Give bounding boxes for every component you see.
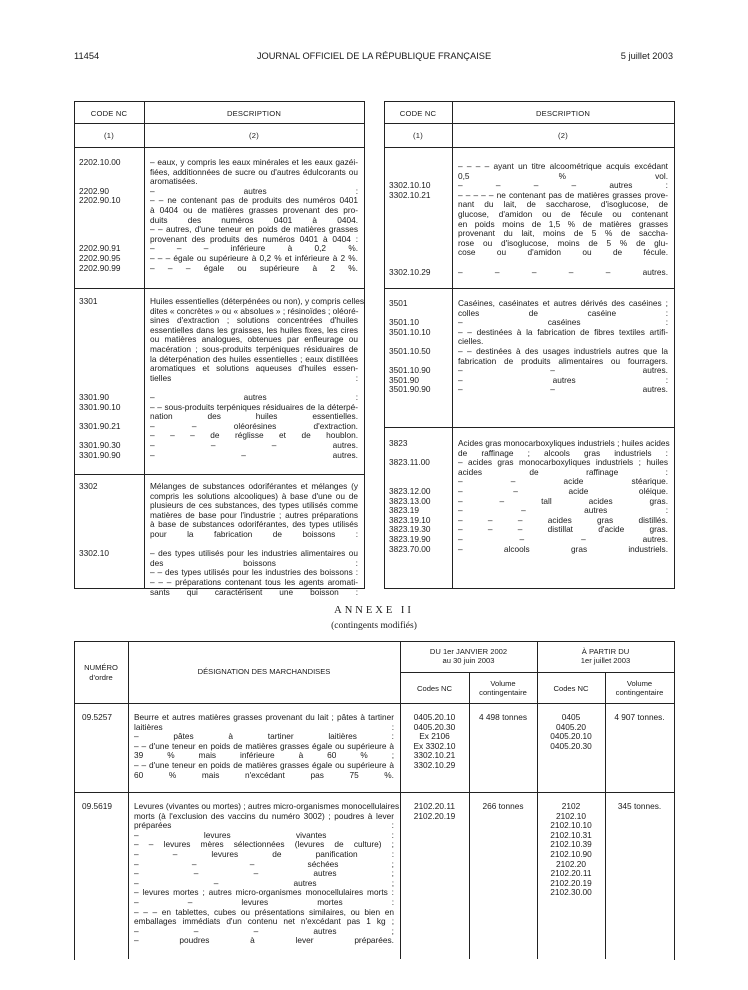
left-codes-block-2-line: 3301.90.21 xyxy=(79,420,121,431)
left-codes-block-2-line: 3301.90.90 xyxy=(79,449,121,460)
left-codes-block-1-line xyxy=(79,206,121,216)
left-codes-block-2-line xyxy=(79,307,121,317)
row1-designation-line: 60 % mais n'excédant pas 75 %. xyxy=(134,769,394,780)
row2-designation-line: préparées : xyxy=(134,820,394,831)
left-codes-block-1-line xyxy=(79,216,121,226)
right-codes-block-1-line: 3302.10.21 xyxy=(389,189,431,200)
right-codes-block-1-line: 3302.10.29 xyxy=(389,266,431,277)
row2-designation-line: – – – autres ; xyxy=(134,925,394,936)
row1-volume-period2: 4 907 tonnes. xyxy=(614,712,665,722)
row1-codes-period1-line: 0405.20.10 xyxy=(413,712,456,722)
row2-codes-period2-line: 2102.10.90 xyxy=(550,848,592,859)
left-desc-block-2-line: la déterpénation des huiles essentielles ; eaux distillées xyxy=(150,353,358,364)
row2-designation-line: emballages immédiats d'un contenu net n'excédant pas 1 kg ; xyxy=(134,916,394,927)
right-codes-block-3-line: 3823 xyxy=(389,438,408,448)
row2-designation-line: – – levures mères sélectionnées (levures de culture) ; xyxy=(134,839,394,850)
left-desc-block-1-line: – – ne contenant pas de produits des numéros 0401 xyxy=(150,195,358,206)
row2-codes-period2-line: 2102.10.10 xyxy=(550,820,592,831)
left-codes-block-2 xyxy=(79,297,121,460)
right-codes-block-2-line: 3501 xyxy=(389,298,408,308)
right-col-number-2: (2) xyxy=(558,131,568,140)
right-codes-block-3-line: 3823.70.00 xyxy=(389,543,431,554)
row2-codes-period2-line: 2102.20.11 xyxy=(550,868,592,879)
right-codes-block-3-line: 3823.19.10 xyxy=(389,514,431,525)
right-codes-block-2-line: 3501.90.90 xyxy=(389,384,431,395)
left-col-number-1: (1) xyxy=(104,131,114,140)
journal-title: JOURNAL OFFICIEL DE LA RÉPUBLIQUE FRANÇAISE xyxy=(256,51,492,61)
row2-codes-period2-line: 2102.20.19 xyxy=(550,877,592,888)
left-codes-block-3-line xyxy=(79,578,109,588)
right-desc-block-2-line: fabrication de produits alimentaires ou fourragers. xyxy=(458,355,668,366)
row2-designation-line: – – levures de panification : xyxy=(134,848,394,859)
right-codes-block-3 xyxy=(389,439,431,554)
row2-numero: 09.5619 xyxy=(82,801,112,811)
right-desc-block-3-line: – acides gras monocarboxyliques industriels ; huiles xyxy=(458,457,668,468)
left-codes-block-1-line: 2202.90.95 xyxy=(79,252,121,263)
left-codes-block-1-line: 2202.90.91 xyxy=(79,243,121,254)
right-col-number-1: (1) xyxy=(413,131,423,140)
left-codes-block-2-line: 3301.90.30 xyxy=(79,439,121,450)
row2-designation-line: – – – séchées ; xyxy=(134,858,394,869)
right-desc-block-1-line: 0,5 % vol. xyxy=(458,170,668,181)
left-code-header: CODE NC xyxy=(90,109,128,118)
numero-header: NUMÉRO d'ordre xyxy=(84,663,118,682)
right-desc-block-2-line: – caséines : xyxy=(458,317,668,328)
row2-designation-line: – – – autres ; xyxy=(134,868,394,879)
right-desc-block-2-line: – – destinées à des usages industriels autres que la xyxy=(458,345,668,356)
left-codes-block-2-line: 3301.90.10 xyxy=(79,401,121,412)
row1-codes-period1-line: 3302.10.21 xyxy=(413,750,456,761)
right-codes-block-3-line: 3823.19.30 xyxy=(389,524,431,535)
left-codes-block-2-line xyxy=(79,355,121,365)
right-codes-block-1-line xyxy=(389,248,431,258)
right-desc-block-1 xyxy=(458,162,668,277)
left-codes-block-1-line: 2202.90.99 xyxy=(79,262,121,273)
left-codes-block-3-line xyxy=(79,530,109,540)
right-desc-block-3-line: – – autres : xyxy=(458,505,668,516)
row2-volume-period1: 266 tonnes xyxy=(482,801,524,811)
row2-designation xyxy=(134,801,400,946)
left-desc-block-3-line: des boissons : xyxy=(150,557,358,568)
row2-designation-line: Levures (vivantes ou mortes) ; autres micro-organismes monocellulaires xyxy=(134,801,400,811)
left-desc-block-3 xyxy=(150,482,358,597)
period2-header: À PARTIR DU 1er juillet 2003 xyxy=(580,647,631,665)
left-desc-block-1-line: provenant des produits des numéros 0401 à 0404 : xyxy=(150,233,358,244)
row1-numero: 09.5257 xyxy=(82,712,112,722)
left-codes-block-3-line: 3302.10 xyxy=(79,548,109,559)
right-desc-block-2-line: – autres : xyxy=(458,374,668,385)
right-codes-block-2 xyxy=(389,299,431,395)
row1-designation-line: – pâtes à tartiner laitières : xyxy=(134,731,394,742)
left-desc-block-3-line: – – des types utilisés pour les industries des boissons : xyxy=(150,567,358,578)
right-codes-block-2-line: 3501.10 xyxy=(389,317,419,328)
right-codes-block-1-line xyxy=(389,200,431,210)
row1-designation-line: laitières : xyxy=(134,721,394,732)
row1-codes-period1-line: 3302.10.29 xyxy=(413,759,456,770)
right-desc-block-1-line: – – – – – ne contenant pas de matières grasses prove- xyxy=(458,189,668,200)
row1-designation-line: 39 % mais inférieure à 60 % ; xyxy=(134,750,394,761)
left-codes-block-3-line xyxy=(79,520,109,530)
right-desc-block-3 xyxy=(458,439,668,554)
left-desc-block-2-line: dites « concrètes » ou « absolues » ; résinoïdes ; oléoré- xyxy=(150,305,359,316)
left-desc-block-2-line: – autres : xyxy=(150,391,358,402)
right-desc-block-2 xyxy=(458,299,668,395)
left-codes-block-3-line xyxy=(79,559,109,569)
right-desc-block-1-line: – – – – ayant un titre alcoométrique acquis excédant xyxy=(458,161,668,171)
left-codes-block-2-line xyxy=(79,374,121,384)
left-desc-block-2-line: – – oléorésines d'extraction. xyxy=(150,420,358,431)
left-codes-block-1-line xyxy=(79,168,121,178)
right-desc-block-2-line: colles de caséine : xyxy=(458,307,668,318)
period1-header: DU 1er JANVIER 2002 au 30 juin 2003 xyxy=(429,647,508,665)
right-desc-block-3-line: – – tall acides gras. xyxy=(458,495,668,506)
right-desc-block-2-line: Caséines, caséinates et autres dérivés des caséines ; xyxy=(458,298,668,308)
row2-codes-period2-line: 2102.30.00 xyxy=(550,887,592,898)
left-col-number-2: (2) xyxy=(249,131,259,140)
right-desc-block-3-line: – alcools gras industriels. xyxy=(458,543,668,554)
row1-codes-period2-line: 0405.20.10 xyxy=(550,731,592,742)
row2-designation-line: – – autres ; xyxy=(134,877,394,888)
right-desc-block-1-line: nant du lait, de saccharose, d'isoglucose, de xyxy=(458,199,668,210)
codes-nc-header-1: Codes NC xyxy=(416,684,453,693)
right-codes-block-2-line: 3501.10.90 xyxy=(389,365,431,376)
left-desc-block-2-line: – – sous-produits terpéniques résiduaires de la déterpé- xyxy=(150,401,358,412)
right-desc-block-1-line: cose ou d'amidon ou de fécule. xyxy=(458,247,668,258)
left-codes-block-1-line: 2202.10.00 xyxy=(79,157,121,167)
left-codes-block-3-line xyxy=(79,501,109,511)
left-desc-block-1-line: – – – inférieure à 0,2 %. xyxy=(150,243,358,254)
left-desc-block-2-line: tielles : xyxy=(150,372,358,383)
right-codes-block-3-line: 3823.13.00 xyxy=(389,495,431,506)
row1-volume-period1: 4 498 tonnes xyxy=(479,712,527,722)
row1-codes-period1-line: Ex 3302.10 xyxy=(413,740,456,751)
designation-header: DÉSIGNATION DES MARCHANDISES xyxy=(197,667,331,676)
left-codes-block-2-line: 3301 xyxy=(79,296,98,306)
left-codes-block-3-line xyxy=(79,511,109,521)
right-desc-block-1-line: provenant du lait, moins de 5 % de saccha- xyxy=(458,228,668,239)
left-codes-block-2-line xyxy=(79,326,121,336)
right-codes-block-1-line xyxy=(389,229,431,239)
right-desc-block-1-line: – – – – autres : xyxy=(458,180,668,191)
right-desc-block-2-line: – – destinées à la fabrication de fibres textiles artifi- xyxy=(458,326,668,337)
left-desc-block-2-line: aromatiques et solutions aqueuses d'huiles essen- xyxy=(150,363,358,374)
right-desc-block-1-line: rose ou d'isoglucose, moins de 5 % de glu- xyxy=(458,237,668,248)
volume-header-2: Volume contingentaire xyxy=(615,679,664,697)
right-desc-block-3-line: – – – autres. xyxy=(458,533,668,544)
right-codes-block-1 xyxy=(389,162,431,277)
left-desc-block-1-line: – autres : xyxy=(150,185,358,196)
left-desc-block-3-line: – des types utilisés pour les industries alimentaires ou xyxy=(150,548,358,559)
left-codes-block-2-line xyxy=(79,316,121,326)
right-desc-block-1-line: en poids moins de 1,5 % de matières grasses xyxy=(458,218,668,229)
right-desc-block-3-line: Acides gras monocarboxyliques industriels ; huiles acides xyxy=(458,438,670,448)
left-codes-block-2-line xyxy=(79,345,121,355)
left-codes-block-2-line: 3301.90 xyxy=(79,391,109,402)
page-date: 5 juillet 2003 xyxy=(620,51,673,61)
row2-codes-period2-line: 2102.10 xyxy=(556,810,586,821)
row2-codes-period2-line: 2102.10.31 xyxy=(550,829,592,840)
row2-designation-line: morts (à l'exclusion des vaccins du numéro 3002) ; poudres à lever xyxy=(134,810,394,821)
right-desc-block-3-line: de raffinage ; alcools gras industriels : xyxy=(458,447,668,458)
row2-designation-line: – levures mortes ; autres micro-organismes monocellulaires morts : xyxy=(134,887,394,898)
left-desc-block-1-line: – eaux, y compris les eaux minérales et les eaux gazéi- xyxy=(150,157,358,167)
left-codes-block-1-line: 2202.90 xyxy=(79,185,109,196)
right-codes-block-3-line: 3823.19.90 xyxy=(389,533,431,544)
page-number: 11454 xyxy=(74,51,100,61)
annexe-title: ANNEXE II xyxy=(334,605,414,616)
left-desc-block-2-line: – – autres. xyxy=(150,449,358,460)
left-desc-block-3-line: – – – préparations contenant tous les agents aromati- xyxy=(150,576,358,587)
row2-codes-period1-line: 2102.20.19 xyxy=(413,810,456,821)
right-codes-block-1-line xyxy=(389,239,431,249)
left-desc-block-1-line: aromatisées. xyxy=(150,176,198,187)
left-codes-block-3-line: 3302 xyxy=(79,481,98,491)
right-code-header: CODE NC xyxy=(399,109,437,118)
left-desc-block-3-line: plusieurs de ces substances, des types utilisés comme xyxy=(150,500,358,511)
left-codes-block-3-line xyxy=(79,492,109,502)
left-desc-block-3-line: compris les solutions alcooliques) à base d'une ou de xyxy=(150,490,358,501)
left-desc-block-1-line: fiées, additionnées de sucre ou d'autres édulcorants ou xyxy=(150,166,358,177)
volume-header-1: Volume contingentaire xyxy=(479,679,527,697)
row1-codes-period2-line: 0405.20 xyxy=(556,721,586,732)
right-codes-block-2-line: 3501.10.50 xyxy=(389,345,431,356)
right-desc-block-2-line: – – autres. xyxy=(458,365,668,376)
row1-codes-period2-line: 0405 xyxy=(561,712,581,722)
left-desc-block-1-line: – – – égale ou supérieure à 0,2 % et inférieure à 2 %. xyxy=(150,252,358,263)
right-codes-block-1-line: 3302.10.10 xyxy=(389,180,431,191)
left-desc-block-3-line: sants qui caractérisent une boisson : xyxy=(150,586,358,597)
right-codes-block-2-line: 3501.90 xyxy=(389,374,419,385)
right-codes-block-1-line xyxy=(389,220,431,230)
right-desc-block-2-line: cielles. xyxy=(458,336,484,347)
left-codes-block-1-line: 2202.90.10 xyxy=(79,195,121,206)
left-desc-block-3-line: matières de base pour l'industrie ; autres préparations xyxy=(150,509,358,520)
row2-codes-period2 xyxy=(537,802,605,898)
left-desc-block-2-line: nation des huiles essentielles. xyxy=(150,411,358,422)
left-desc-block-2-line: essentielles dans les graisses, les huiles fixes, les cires xyxy=(150,324,358,335)
row2-codes-period2-line: 2102 xyxy=(561,801,581,811)
right-codes-block-3-line: 3823.19 xyxy=(389,505,419,516)
row2-codes-period1-line: 2102.20.11 xyxy=(414,801,455,811)
left-codes-block-2-line xyxy=(79,364,121,374)
left-codes-block-1-line xyxy=(79,225,121,235)
left-desc-block-3-line: à base de substances odoriférantes, des types utilisés xyxy=(150,519,358,530)
left-codes-block-1 xyxy=(79,158,121,273)
right-description-header: DESCRIPTION xyxy=(535,109,591,118)
left-codes-block-2-line xyxy=(79,335,121,345)
left-desc-block-1-line: – – autres, d'une teneur en poids de matières grasses xyxy=(150,224,358,235)
left-desc-block-2-line: ou matières analogues, obtenues par enfleurage ou xyxy=(150,334,358,345)
left-desc-block-2-line: – – – autres. xyxy=(150,439,358,450)
left-description-header: DESCRIPTION xyxy=(226,109,282,118)
left-desc-block-3-line: pour la fabrication de boissons : xyxy=(150,528,358,539)
row1-codes-period2 xyxy=(537,713,605,751)
left-codes-block-3-line xyxy=(79,568,109,578)
right-codes-block-3-line: 3823.12.00 xyxy=(389,485,431,496)
right-desc-block-1-line: glucose, d'amidon ou de fécule ou contenant xyxy=(458,208,668,219)
left-desc-block-2-line: – – – de réglisse et de houblon. xyxy=(150,430,358,441)
row1-codes-period1-line: 0405.20.30 xyxy=(413,721,456,732)
left-desc-block-1-line: duits des numéros 0401 à 0404. xyxy=(150,214,358,225)
left-desc-block-1 xyxy=(150,158,358,273)
right-codes-block-1-line xyxy=(389,162,431,172)
right-desc-block-3-line: – – – distillat d'acide gras. xyxy=(458,524,668,535)
row1-designation-line: Beurre et autres matières grasses provenant du lait ; pâtes à tartiner xyxy=(134,712,394,722)
left-desc-block-1-line: – – – égale ou supérieure à 2 %. xyxy=(150,262,358,273)
left-desc-block-2 xyxy=(150,296,364,460)
row1-designation xyxy=(134,713,394,780)
row1-codes-period1-line: Ex 2106 xyxy=(419,731,450,742)
row2-designation-line: – – levures mortes : xyxy=(134,896,394,907)
row2-codes-period1 xyxy=(400,802,469,821)
row2-volume-period2: 345 tonnes. xyxy=(617,801,662,811)
row2-designation-line: – levures vivantes : xyxy=(134,829,394,840)
row1-codes-period2-line: 0405.20.30 xyxy=(550,740,592,751)
right-codes-block-3-line: 3823.11.00 xyxy=(389,457,430,468)
right-desc-block-3-line: – – acide stéarique. xyxy=(458,476,668,487)
row2-designation-line: – poudres à lever préparées. xyxy=(134,935,394,946)
left-desc-block-2-line: macération ; sous-produits terpéniques résiduaires de xyxy=(150,343,358,354)
row2-codes-period2-line: 2102.10.39 xyxy=(550,839,592,850)
row2-designation-line: – – – en tablettes, cubes ou présentations similaires, ou bien en xyxy=(134,906,394,917)
left-desc-block-2-line: Huiles essentielles (déterpénées ou non), y compris celles xyxy=(150,296,364,306)
left-desc-block-1-line: à 0404 ou de matières grasses provenant des pro- xyxy=(150,204,358,215)
row1-designation-line: – – d'une teneur en poids de matières grasses égale ou supérieure à xyxy=(134,759,394,770)
right-desc-block-1-line: – – – – – autres. xyxy=(458,266,668,277)
right-codes-block-1-line xyxy=(389,210,431,220)
left-desc-block-3-line: Mélanges de substances odoriférantes et mélanges (y xyxy=(150,481,358,491)
annexe-subtitle: (contingents modifiés) xyxy=(331,621,417,631)
right-codes-block-2-line: 3501.10.10 xyxy=(389,326,431,337)
right-desc-block-3-line: – – – acides gras distillés. xyxy=(458,514,668,525)
row2-codes-period2-line: 2102.20 xyxy=(556,858,586,869)
row1-codes-period1 xyxy=(400,713,469,771)
left-codes-block-3 xyxy=(79,482,109,588)
codes-nc-header-2: Codes NC xyxy=(553,684,589,693)
row1-designation-line: – – d'une teneur en poids de matières grasses égale ou supérieure à xyxy=(134,740,394,751)
right-desc-block-3-line: – – acide oléique. xyxy=(458,485,668,496)
right-codes-block-3-line xyxy=(389,468,431,478)
left-desc-block-2-line: sines d'extraction ; solutions concentrées d'huiles xyxy=(150,315,358,326)
right-desc-block-2-line: – – autres. xyxy=(458,384,668,395)
right-desc-block-3-line: acides de raffinage : xyxy=(458,466,668,477)
